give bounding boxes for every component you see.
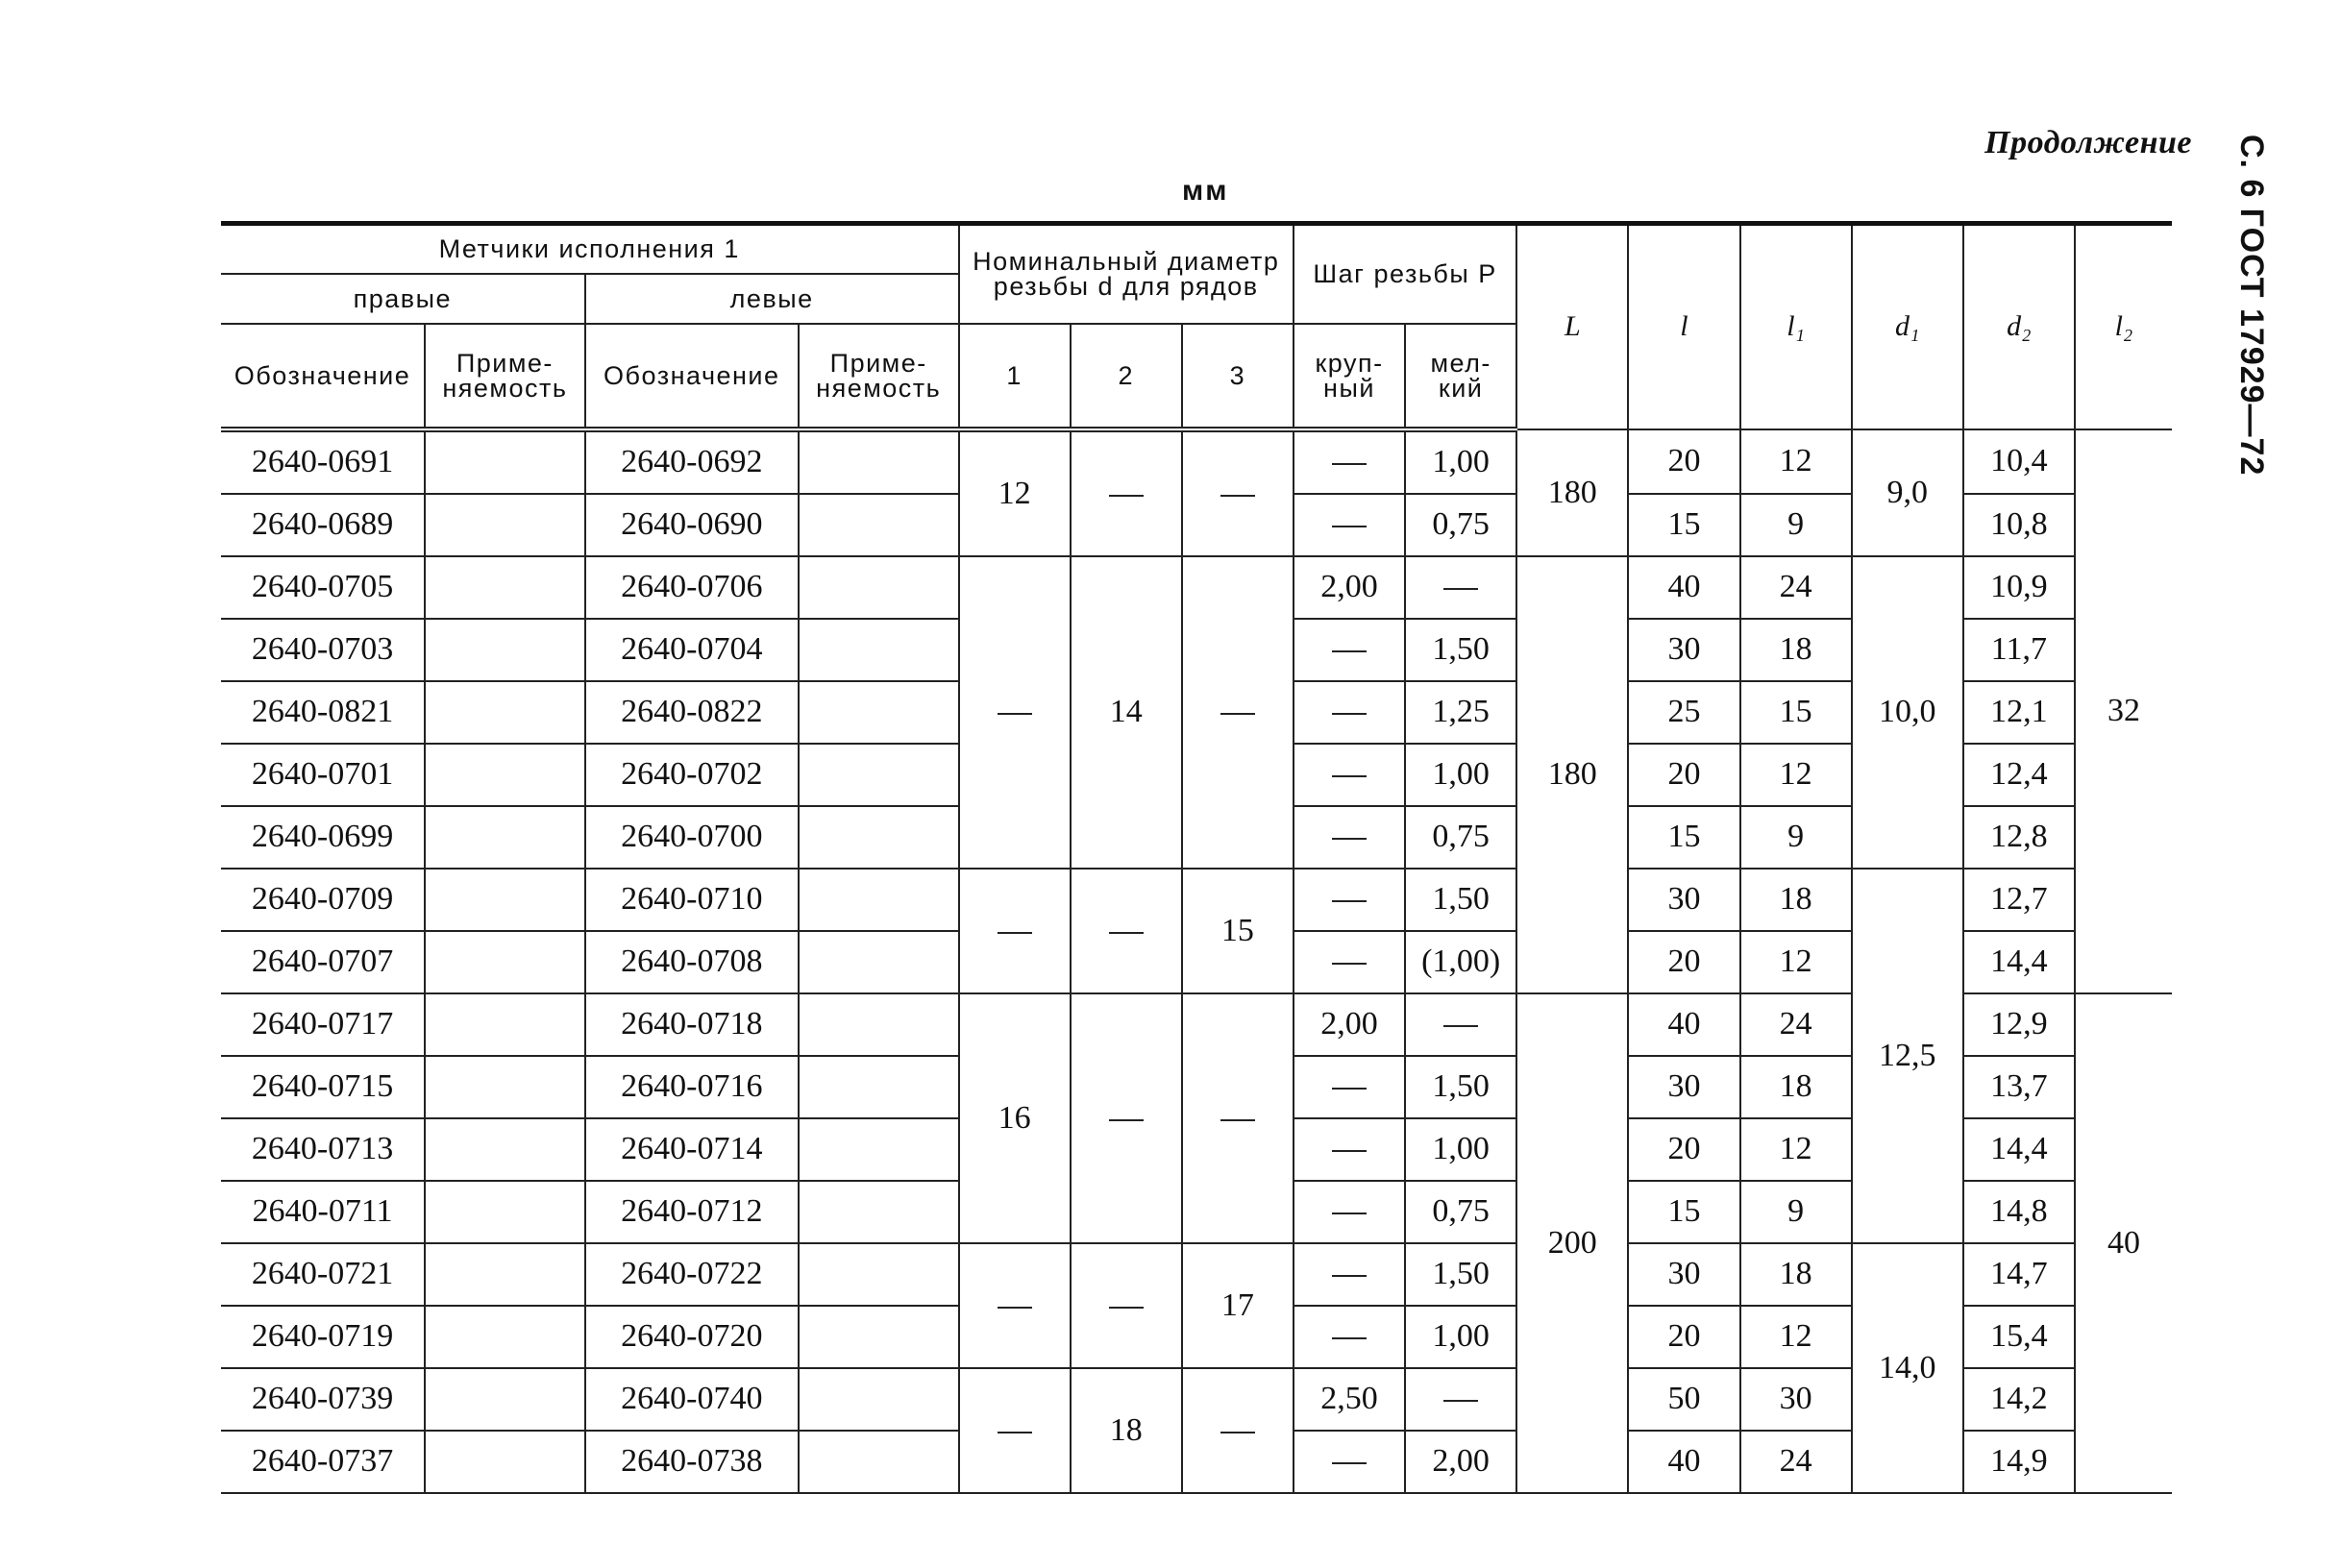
length-l: 40 bbox=[1628, 993, 1739, 1056]
pitch-coarse bbox=[1294, 1056, 1405, 1118]
length-l: 20 bbox=[1628, 931, 1739, 993]
designation-right: 2640-0739 bbox=[221, 1368, 425, 1431]
designation-right: 2640-0707 bbox=[221, 931, 425, 993]
diameter-d2: 14,8 bbox=[1963, 1181, 2075, 1243]
dash-mark bbox=[1332, 1462, 1367, 1464]
dash-mark bbox=[1220, 1432, 1255, 1433]
length-l1: 18 bbox=[1740, 1056, 1852, 1118]
diameter-d2: 12,8 bbox=[1963, 806, 2075, 869]
designation-right: 2640-0691 bbox=[221, 429, 425, 494]
designation-right: 2640-0689 bbox=[221, 494, 425, 556]
designation-right: 2640-0711 bbox=[221, 1181, 425, 1243]
diameter-d2: 12,4 bbox=[1963, 744, 2075, 806]
applicability-left bbox=[799, 429, 959, 494]
dash-mark bbox=[998, 713, 1032, 715]
applicability-right bbox=[425, 931, 585, 993]
applicability-left bbox=[799, 806, 959, 869]
nominal-row-3 bbox=[1182, 993, 1294, 1243]
applicability-left bbox=[799, 619, 959, 681]
applicability-left bbox=[799, 556, 959, 619]
pitch-fine bbox=[1405, 993, 1516, 1056]
designation-right: 2640-0703 bbox=[221, 619, 425, 681]
header-row-2: 2 bbox=[1071, 324, 1182, 429]
nominal-row-3 bbox=[1182, 429, 1294, 556]
applicability-right bbox=[425, 1118, 585, 1181]
length-L: 180 bbox=[1516, 429, 1628, 556]
diameter-d2: 11,7 bbox=[1963, 619, 2075, 681]
pitch-fine: 1,00 bbox=[1405, 429, 1516, 494]
diameter-d2: 13,7 bbox=[1963, 1056, 2075, 1118]
designation-right: 2640-0721 bbox=[221, 1243, 425, 1306]
length-l1: 12 bbox=[1740, 1118, 1852, 1181]
length-l: 40 bbox=[1628, 556, 1739, 619]
nominal-row-1: 12 bbox=[959, 429, 1071, 556]
pitch-fine: 1,50 bbox=[1405, 619, 1516, 681]
length-l2: 40 bbox=[2075, 993, 2172, 1493]
length-L: 180 bbox=[1516, 556, 1628, 993]
applicability-right bbox=[425, 1056, 585, 1118]
length-l1: 18 bbox=[1740, 619, 1852, 681]
designation-right: 2640-0737 bbox=[221, 1431, 425, 1493]
applicability-left bbox=[799, 931, 959, 993]
length-l1: 18 bbox=[1740, 1243, 1852, 1306]
length-l2: 32 bbox=[2075, 429, 2172, 993]
header-d2: d₂ bbox=[1963, 224, 2075, 429]
length-l: 50 bbox=[1628, 1368, 1739, 1431]
designation-left: 2640-0692 bbox=[585, 429, 799, 494]
designation-right: 2640-0821 bbox=[221, 681, 425, 744]
header-row-1: 1 bbox=[959, 324, 1071, 429]
dash-mark bbox=[1109, 932, 1144, 934]
length-l: 20 bbox=[1628, 744, 1739, 806]
table-row bbox=[221, 869, 2172, 931]
length-l1: 9 bbox=[1740, 494, 1852, 556]
pitch-coarse bbox=[1294, 1306, 1405, 1368]
applicability-right bbox=[425, 744, 585, 806]
length-l1: 12 bbox=[1740, 1306, 1852, 1368]
header-L: L bbox=[1516, 224, 1628, 429]
diameter-d2: 14,7 bbox=[1963, 1243, 2075, 1306]
dash-mark bbox=[998, 1307, 1032, 1309]
dash-mark bbox=[1332, 713, 1367, 715]
diameter-d2: 14,9 bbox=[1963, 1431, 2075, 1493]
designation-left: 2640-0822 bbox=[585, 681, 799, 744]
nominal-row-3: 15 bbox=[1182, 869, 1294, 993]
dash-mark bbox=[1332, 1213, 1367, 1214]
designation-left: 2640-0740 bbox=[585, 1368, 799, 1431]
pitch-coarse bbox=[1294, 931, 1405, 993]
pitch-coarse bbox=[1294, 619, 1405, 681]
diameter-d1: 9,0 bbox=[1852, 429, 1963, 556]
designation-left: 2640-0712 bbox=[585, 1181, 799, 1243]
side-header: С. 6 ГОСТ 17929—72 bbox=[2233, 135, 2270, 477]
designation-right: 2640-0715 bbox=[221, 1056, 425, 1118]
applicability-left bbox=[799, 1431, 959, 1493]
header-row-3: 3 bbox=[1182, 324, 1294, 429]
applicability-right bbox=[425, 1243, 585, 1306]
nominal-row-2 bbox=[1071, 869, 1182, 993]
pitch-fine: 1,00 bbox=[1405, 1306, 1516, 1368]
header-fine: мел- кий bbox=[1405, 324, 1516, 429]
header-coarse: круп- ный bbox=[1294, 324, 1405, 429]
applicability-right bbox=[425, 556, 585, 619]
dash-mark bbox=[1332, 1337, 1367, 1339]
designation-right: 2640-0719 bbox=[221, 1306, 425, 1368]
header-applicability-left: Приме- няемость bbox=[799, 324, 959, 429]
nominal-row-2: 14 bbox=[1071, 556, 1182, 869]
designation-left: 2640-0702 bbox=[585, 744, 799, 806]
applicability-right bbox=[425, 1306, 585, 1368]
pitch-fine: 1,50 bbox=[1405, 869, 1516, 931]
taps-table bbox=[221, 221, 2172, 1494]
pitch-fine: 1,50 bbox=[1405, 1243, 1516, 1306]
pitch-coarse bbox=[1294, 1243, 1405, 1306]
header-left: левые bbox=[585, 274, 959, 324]
dash-mark bbox=[1443, 1025, 1478, 1027]
designation-right: 2640-0713 bbox=[221, 1118, 425, 1181]
length-l1: 12 bbox=[1740, 931, 1852, 993]
dash-mark bbox=[1109, 1307, 1144, 1309]
dash-mark bbox=[1443, 1400, 1478, 1402]
length-l: 30 bbox=[1628, 619, 1739, 681]
diameter-d2: 10,4 bbox=[1963, 429, 2075, 494]
dash-mark bbox=[1443, 588, 1478, 590]
dash-mark bbox=[1109, 1119, 1144, 1121]
nominal-row-3 bbox=[1182, 1368, 1294, 1493]
length-l: 20 bbox=[1628, 429, 1739, 494]
applicability-left bbox=[799, 681, 959, 744]
header-l2: l₂ bbox=[2075, 224, 2172, 429]
designation-right: 2640-0717 bbox=[221, 993, 425, 1056]
nominal-row-1 bbox=[959, 556, 1071, 869]
designation-left: 2640-0708 bbox=[585, 931, 799, 993]
pitch-fine: 2,00 bbox=[1405, 1431, 1516, 1493]
header-right: правые bbox=[221, 274, 585, 324]
applicability-left bbox=[799, 1181, 959, 1243]
applicability-left bbox=[799, 1368, 959, 1431]
length-l1: 12 bbox=[1740, 744, 1852, 806]
nominal-row-2 bbox=[1071, 993, 1182, 1243]
nominal-row-1: 16 bbox=[959, 993, 1071, 1243]
header-applicability-right: Приме- няемость bbox=[425, 324, 585, 429]
applicability-left bbox=[799, 1306, 959, 1368]
length-l1: 9 bbox=[1740, 1181, 1852, 1243]
dash-mark bbox=[1220, 495, 1255, 497]
applicability-right bbox=[425, 1181, 585, 1243]
length-l1: 15 bbox=[1740, 681, 1852, 744]
diameter-d2: 10,9 bbox=[1963, 556, 2075, 619]
length-l1: 18 bbox=[1740, 869, 1852, 931]
length-l1: 30 bbox=[1740, 1368, 1852, 1431]
diameter-d2: 15,4 bbox=[1963, 1306, 2075, 1368]
pitch-coarse: 2,00 bbox=[1294, 556, 1405, 619]
applicability-left bbox=[799, 494, 959, 556]
table-row bbox=[221, 1243, 2172, 1306]
length-l: 15 bbox=[1628, 1181, 1739, 1243]
pitch-coarse: 2,50 bbox=[1294, 1368, 1405, 1431]
diameter-d2: 14,2 bbox=[1963, 1368, 2075, 1431]
applicability-left bbox=[799, 1118, 959, 1181]
pitch-coarse bbox=[1294, 1118, 1405, 1181]
applicability-right bbox=[425, 1368, 585, 1431]
length-l1: 9 bbox=[1740, 806, 1852, 869]
length-l: 15 bbox=[1628, 806, 1739, 869]
pitch-fine: 1,25 bbox=[1405, 681, 1516, 744]
pitch-coarse bbox=[1294, 744, 1405, 806]
dash-mark bbox=[1332, 900, 1367, 902]
header-l1: l₁ bbox=[1740, 224, 1852, 429]
nominal-row-2 bbox=[1071, 1243, 1182, 1368]
pitch-fine: 1,00 bbox=[1405, 1118, 1516, 1181]
designation-left: 2640-0716 bbox=[585, 1056, 799, 1118]
pitch-fine: 0,75 bbox=[1405, 806, 1516, 869]
designation-right: 2640-0705 bbox=[221, 556, 425, 619]
designation-left: 2640-0690 bbox=[585, 494, 799, 556]
pitch-coarse bbox=[1294, 1181, 1405, 1243]
length-l: 25 bbox=[1628, 681, 1739, 744]
nominal-row-2 bbox=[1071, 429, 1182, 556]
diameter-d2: 12,1 bbox=[1963, 681, 2075, 744]
designation-right: 2640-0699 bbox=[221, 806, 425, 869]
pitch-fine bbox=[1405, 556, 1516, 619]
dash-mark bbox=[1332, 838, 1367, 840]
pitch-fine bbox=[1405, 1368, 1516, 1431]
length-l: 30 bbox=[1628, 869, 1739, 931]
pitch-coarse: 2,00 bbox=[1294, 993, 1405, 1056]
nominal-row-1 bbox=[959, 869, 1071, 993]
continuation-label: Продолжение bbox=[1984, 125, 2192, 160]
pitch-fine: 1,00 bbox=[1405, 744, 1516, 806]
length-l: 20 bbox=[1628, 1118, 1739, 1181]
nominal-row-1 bbox=[959, 1243, 1071, 1368]
applicability-right bbox=[425, 806, 585, 869]
table-row bbox=[221, 556, 2172, 619]
dash-mark bbox=[1220, 1119, 1255, 1121]
pitch-fine: 1,50 bbox=[1405, 1056, 1516, 1118]
applicability-left bbox=[799, 744, 959, 806]
dash-mark bbox=[1332, 1275, 1367, 1277]
length-l: 40 bbox=[1628, 1431, 1739, 1493]
designation-right: 2640-0709 bbox=[221, 869, 425, 931]
length-l1: 24 bbox=[1740, 556, 1852, 619]
length-L: 200 bbox=[1516, 993, 1628, 1493]
dash-mark bbox=[1332, 650, 1367, 652]
diameter-d1: 10,0 bbox=[1852, 556, 1963, 869]
dash-mark bbox=[1332, 775, 1367, 777]
diameter-d2: 14,4 bbox=[1963, 1118, 2075, 1181]
table-body bbox=[221, 429, 2172, 1493]
table-row bbox=[221, 429, 2172, 494]
dash-mark bbox=[998, 932, 1032, 934]
length-l: 30 bbox=[1628, 1056, 1739, 1118]
pitch-coarse bbox=[1294, 494, 1405, 556]
applicability-right bbox=[425, 869, 585, 931]
pitch-fine: (1,00) bbox=[1405, 931, 1516, 993]
length-l1: 24 bbox=[1740, 993, 1852, 1056]
nominal-row-2: 18 bbox=[1071, 1368, 1182, 1493]
pitch-coarse bbox=[1294, 806, 1405, 869]
length-l1: 12 bbox=[1740, 429, 1852, 494]
diameter-d2: 14,4 bbox=[1963, 931, 2075, 993]
dash-mark bbox=[1109, 495, 1144, 497]
applicability-right bbox=[425, 619, 585, 681]
diameter-d2: 12,7 bbox=[1963, 869, 2075, 931]
diameter-d2: 10,8 bbox=[1963, 494, 2075, 556]
applicability-right bbox=[425, 494, 585, 556]
designation-left: 2640-0706 bbox=[585, 556, 799, 619]
header-designation-right: Обозначение bbox=[221, 324, 425, 429]
applicability-right bbox=[425, 1431, 585, 1493]
pitch-fine: 0,75 bbox=[1405, 494, 1516, 556]
applicability-right bbox=[425, 429, 585, 494]
applicability-left bbox=[799, 1243, 959, 1306]
nominal-row-1 bbox=[959, 1368, 1071, 1493]
header-l: l bbox=[1628, 224, 1739, 429]
diameter-d1: 14,0 bbox=[1852, 1243, 1963, 1493]
header-designation-left: Обозначение bbox=[585, 324, 799, 429]
pitch-coarse bbox=[1294, 1431, 1405, 1493]
diameter-d1: 12,5 bbox=[1852, 869, 1963, 1243]
header-nominal-diameter: Номинальный диаметр резьбы d для рядов bbox=[959, 224, 1294, 324]
header-thread-pitch: Шаг резьбы P bbox=[1294, 224, 1516, 324]
pitch-coarse bbox=[1294, 869, 1405, 931]
designation-left: 2640-0720 bbox=[585, 1306, 799, 1368]
applicability-right bbox=[425, 993, 585, 1056]
pitch-fine: 0,75 bbox=[1405, 1181, 1516, 1243]
length-l1: 24 bbox=[1740, 1431, 1852, 1493]
nominal-row-3 bbox=[1182, 556, 1294, 869]
designation-left: 2640-0710 bbox=[585, 869, 799, 931]
designation-left: 2640-0700 bbox=[585, 806, 799, 869]
dash-mark bbox=[1332, 1088, 1367, 1090]
units-label: мм bbox=[1182, 175, 1229, 207]
designation-left: 2640-0722 bbox=[585, 1243, 799, 1306]
dash-mark bbox=[1332, 526, 1367, 527]
applicability-right bbox=[425, 681, 585, 744]
dash-mark bbox=[1332, 463, 1367, 465]
dash-mark bbox=[1332, 963, 1367, 965]
header-d1: d₁ bbox=[1852, 224, 1963, 429]
applicability-left bbox=[799, 869, 959, 931]
applicability-left bbox=[799, 1056, 959, 1118]
designation-left: 2640-0714 bbox=[585, 1118, 799, 1181]
length-l: 30 bbox=[1628, 1243, 1739, 1306]
dash-mark bbox=[998, 1432, 1032, 1433]
designation-right: 2640-0701 bbox=[221, 744, 425, 806]
designation-left: 2640-0738 bbox=[585, 1431, 799, 1493]
applicability-left bbox=[799, 993, 959, 1056]
dash-mark bbox=[1332, 1150, 1367, 1152]
nominal-row-3: 17 bbox=[1182, 1243, 1294, 1368]
designation-left: 2640-0704 bbox=[585, 619, 799, 681]
length-l: 15 bbox=[1628, 494, 1739, 556]
dash-mark bbox=[1220, 713, 1255, 715]
pitch-coarse bbox=[1294, 429, 1405, 494]
pitch-coarse bbox=[1294, 681, 1405, 744]
length-l: 20 bbox=[1628, 1306, 1739, 1368]
header-taps: Метчики исполнения 1 bbox=[221, 224, 959, 274]
diameter-d2: 12,9 bbox=[1963, 993, 2075, 1056]
designation-left: 2640-0718 bbox=[585, 993, 799, 1056]
